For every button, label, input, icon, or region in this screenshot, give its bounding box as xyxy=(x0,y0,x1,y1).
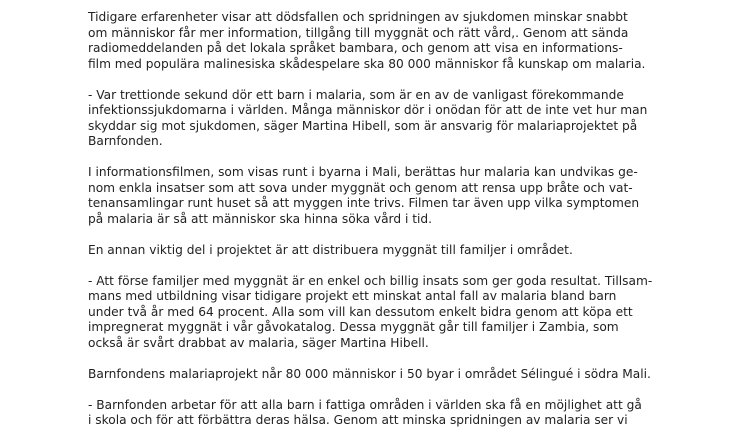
paragraph-distribution: En annan viktig del i projektet är att distribuera myggnät till familjer i området. xyxy=(88,242,573,257)
paragraph-quote-hibell: - Var trettionde sekund dör ett barn i malaria, som är en av de vanligast förekommande infektionssjukdomarna i världen. Många människor dör i onödan för att de inte vet hur man skyddar sig mot sjukdomen, säger Martina Hibell, som är ansvarig för malariaprojektet på Barnfonden. xyxy=(88,87,648,148)
paragraph-barnfonden-mission: - Barnfonden arbetar för att alla barn i fattiga områden i världen ska få en möjlighet att gå i skola och för att förbättra deras hälsa. Genom att minska spridningen av malaria ser vi xyxy=(88,397,642,427)
paragraph-quote-nets: - Att förse familjer med myggnät är en enkel och billig insats som ger goda resultat. Tillsam- mans med utbildning visar tidigare projekt ett minskat antal fall av malaria bland barn under två år med 64 procent. Alla som vill kan dessutom enkelt bidra genom att köpa ett impregnerat myggnät i vår gåvokatalog. Dessa myggnät går till familjer i Zambia, som också är svårt drabbat av malaria, säger Martina Hibell. xyxy=(88,273,653,350)
document-body xyxy=(88,10,668,444)
paragraph-project-reach: Barnfondens malariaprojekt når 80 000 människor i 50 byar i området Sélingué i södra Mali. xyxy=(88,366,651,381)
paragraph-information-film: I informationsfilmen, som visas runt i byarna i Mali, berättas hur malaria kan undvikas ge- nom enkla insatser som att sova under myggnät och genom att rensa upp bråte och vat- tenansamlingar runt huset så att myggen inte trivs. Filmen tar även upp vilka symptomen på malaria är så att människor ska hinna söka vård i tid. xyxy=(88,165,640,226)
paragraph-intro: Tidigare erfarenheter visar att dödsfallen och spridningen av sjukdomen minskar snabbt om människor får mer information, tillgång till myggnät och rätt vård,. Genom att sända radiomeddelanden på det lokala språket bambara, och genom att visa en informations- film med populära malinesiska skådespelare ska 80 000 människor få kunskap om malaria. xyxy=(88,10,646,71)
